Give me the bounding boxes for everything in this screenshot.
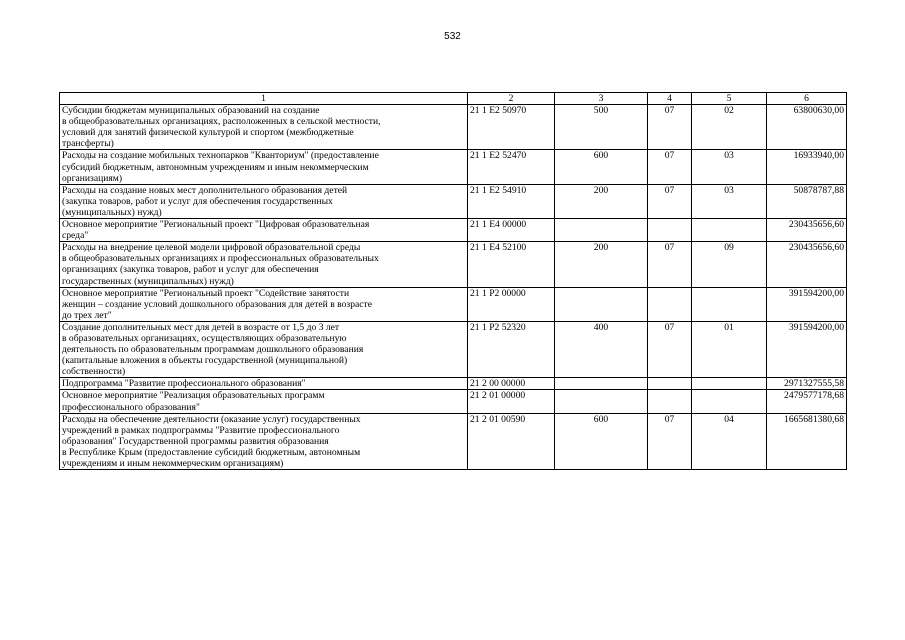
row-name-line: трансферты) [62,138,114,150]
row-code-cell: 21 1 Р2 00000 [468,287,555,321]
row-name-line: профессионального образования" [62,401,200,413]
row-name-cell [60,378,468,390]
row-amount-cell: 391594200,00 [767,321,847,377]
row-amount-cell: 230435656,60 [767,219,847,242]
row-section-cell [648,378,692,390]
row-section-cell: 07 [648,321,692,377]
column-header-name: 1 [60,93,468,105]
row-name-cell [60,105,468,150]
row-name-line: в Республике Крым (предоставление субсидий бюджетным, автономным [62,446,361,458]
table-row [60,105,847,150]
row-subsection-cell: 04 [692,413,767,469]
row-code-cell: 21 1 Е4 00000 [468,219,555,242]
row-name-line: среда" [62,230,89,242]
row-code-cell: 21 1 Е2 50970 [468,105,555,150]
row-expense-type-cell: 600 [555,413,648,469]
row-code-cell: 21 1 Е4 52100 [468,242,555,287]
table-row [60,219,847,242]
row-subsection-cell: 03 [692,150,767,184]
row-expense-type-cell: 200 [555,184,648,218]
row-amount-cell: 16933940,00 [767,150,847,184]
row-amount-cell: 230435656,60 [767,242,847,287]
table-row [60,242,847,287]
row-section-cell [648,390,692,413]
row-code-cell: 21 1 Е2 52470 [468,150,555,184]
row-expense-type-cell [555,287,648,321]
row-name-cell [60,390,468,413]
row-name-line: организациях (закупка товаров, работ и услуг для обеспечения [62,264,319,276]
row-name-line: государственных (муниципальных) нужд) [62,275,234,287]
row-name-line: Основное мероприятие "Региональный проект "Содействие занятости [62,287,350,299]
row-name-cell [60,242,468,287]
row-subsection-cell [692,287,767,321]
row-subsection-cell [692,378,767,390]
row-name-line: собственности) [62,366,126,378]
row-subsection-cell [692,219,767,242]
row-name-line: в общеобразовательных организациях и профессиональных образовательных [62,253,379,265]
row-name-line: Подпрограмма "Развитие профессионального образования" [62,378,306,390]
row-name-line: условий для занятий физической культурой и спортом (межбюджетные [62,127,354,139]
row-code-cell: 21 1 Е2 54910 [468,184,555,218]
row-code-cell: 21 2 01 00000 [468,390,555,413]
row-amount-cell: 391594200,00 [767,287,847,321]
page-number: 532 [444,31,461,42]
row-expense-type-cell: 200 [555,242,648,287]
table-header-row [60,93,847,105]
row-name-line: Создание дополнительных мест для детей в возрасте от 1,5 до 3 лет [62,321,340,333]
row-name-line: Расходы на внедрение целевой модели цифровой образовательной среды [62,242,361,254]
table-row [60,378,847,390]
column-header-code: 2 [468,93,555,105]
row-name-line: женщин – создание условий дошкольного образования для детей в возрасте [62,298,372,310]
row-name-cell [60,287,468,321]
row-code-cell: 21 2 01 00590 [468,413,555,469]
row-code-cell: 21 1 Р2 52320 [468,321,555,377]
column-header-amount: 6 [767,93,847,105]
row-name-line: Расходы на создание мобильных технопарков "Кванториум" (предоставление [62,150,379,162]
row-name-line: Основное мероприятие "Региональный проект "Цифровая образовательная [62,219,370,231]
row-name-cell [60,321,468,377]
row-name-line: субсидий бюджетным, автономным учреждениям и иным некоммерческим [62,161,369,173]
row-name-line: учреждениям и иным некоммерческим организациям) [62,458,284,469]
table-row [60,184,847,218]
row-name-line: до трех лет" [62,309,112,321]
row-subsection-cell: 03 [692,184,767,218]
row-amount-cell: 2479577178,68 [767,390,847,413]
row-name-line: (капитальные вложения в объекты государственной (муниципальной) [62,355,348,367]
row-name-cell [60,413,468,469]
row-name-line: Расходы на создание новых мест дополнительного образования детей [62,184,348,196]
row-amount-cell: 50878787,88 [767,184,847,218]
table-row [60,150,847,184]
row-name-cell [60,184,468,218]
row-name-line: деятельность по образовательным программам дошкольного образования [62,344,364,356]
row-name-cell [60,150,468,184]
row-code-cell: 21 2 00 00000 [468,378,555,390]
row-section-cell: 07 [648,242,692,287]
row-amount-cell: 1665681380,68 [767,413,847,469]
row-section-cell [648,219,692,242]
row-amount-cell: 2971327555,58 [767,378,847,390]
row-name-cell [60,219,468,242]
table-body [60,105,847,470]
row-section-cell: 07 [648,413,692,469]
table-row [60,413,847,469]
column-header-expense-type: 3 [555,93,648,105]
row-name-line: Основное мероприятие "Реализация образовательных программ [62,390,325,402]
table-row [60,390,847,413]
row-expense-type-cell: 600 [555,150,648,184]
row-subsection-cell: 02 [692,105,767,150]
budget-table [59,92,847,470]
row-expense-type-cell: 400 [555,321,648,377]
row-section-cell: 07 [648,184,692,218]
column-header-subsection: 5 [692,93,767,105]
row-name-line: организациям) [62,172,123,184]
row-subsection-cell: 01 [692,321,767,377]
row-subsection-cell [692,390,767,413]
row-section-cell: 07 [648,105,692,150]
row-expense-type-cell [555,219,648,242]
row-name-line: в образовательных организациях, осуществляющих образовательную [62,332,347,344]
row-expense-type-cell [555,390,648,413]
row-section-cell: 07 [648,150,692,184]
row-amount-cell: 63800630,00 [767,105,847,150]
row-name-line: (закупка товаров, работ и услуг для обеспечения государственных [62,195,333,207]
row-name-line: (муниципальных) нужд) [62,206,162,218]
row-name-line: Субсидии бюджетам муниципальных образований на создание [62,105,320,117]
row-name-line: образования" Государственной программы развития образования [62,435,329,447]
row-expense-type-cell [555,378,648,390]
row-section-cell [648,287,692,321]
row-name-line: в общеобразовательных организациях, расположенных в сельской местности, [62,116,381,128]
column-header-section: 4 [648,93,692,105]
row-name-line: учреждений в рамках подпрограммы "Развитие профессионального [62,424,340,436]
table-row [60,287,847,321]
row-subsection-cell: 09 [692,242,767,287]
table-row [60,321,847,377]
row-expense-type-cell: 500 [555,105,648,150]
row-name-line: Расходы на обеспечение деятельности (оказание услуг) государственных [62,413,361,425]
